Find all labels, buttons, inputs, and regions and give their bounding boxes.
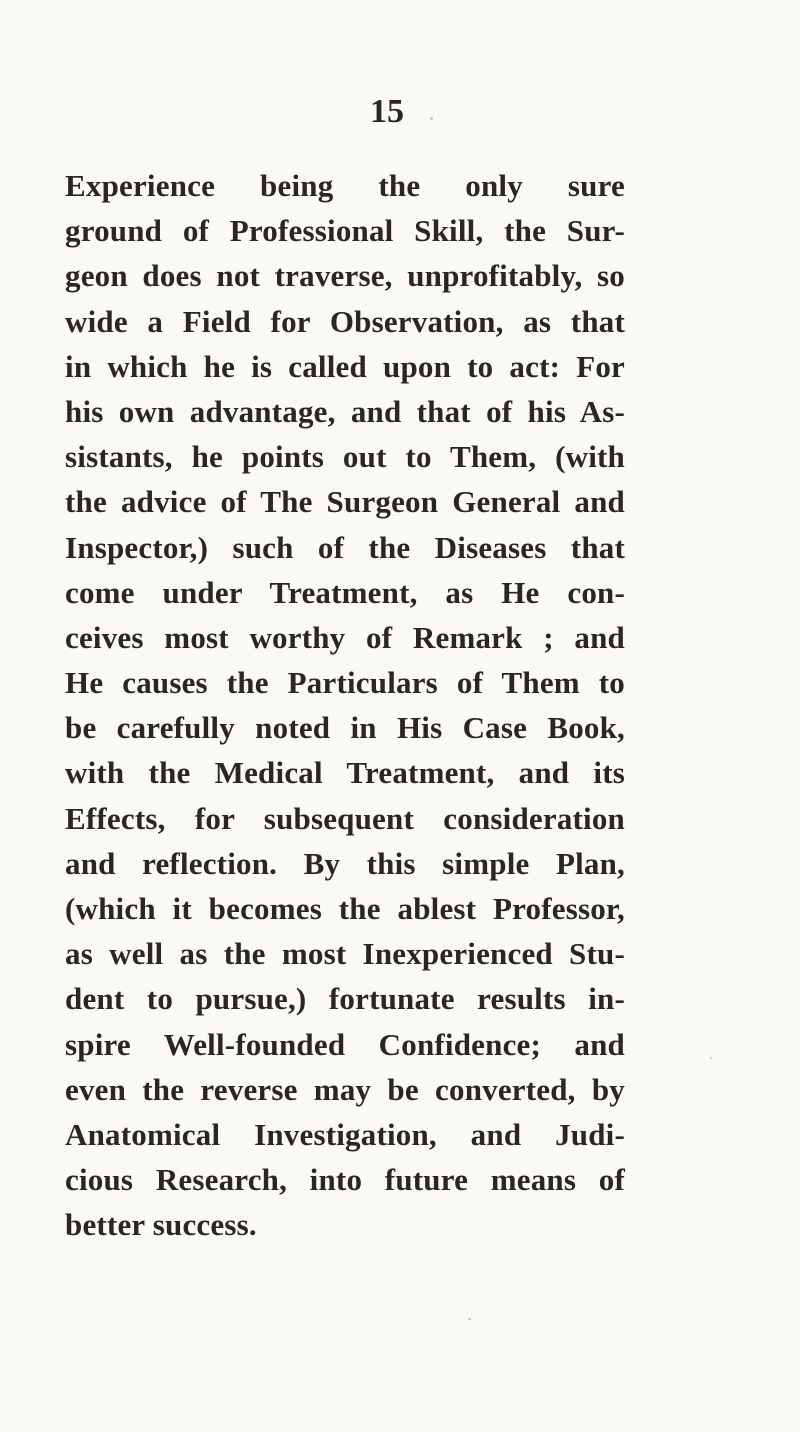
text-line: cious Research, into future means of <box>65 1162 625 1198</box>
paper-speck <box>468 1318 471 1320</box>
text-line: with the Medical Treatment, and its <box>65 755 625 791</box>
text-line: He causes the Particulars of Them to <box>65 665 625 701</box>
text-line: dent to pursue,) fortunate results in- <box>65 981 625 1017</box>
text-line: (which it becomes the ablest Professor, <box>65 891 625 926</box>
paper-speck <box>710 1057 712 1059</box>
text-line: be carefully noted in His Case Book, <box>65 710 625 746</box>
text-line: sistants, he points out to Them, (with <box>65 439 625 475</box>
text-line: spire Well-founded Confidence; and <box>65 1026 625 1062</box>
text-line: better success. <box>65 1207 257 1243</box>
text-line: his own advantage, and that of his As- <box>65 393 625 429</box>
text-line: ceives most worthy of Remark ; and <box>65 619 625 655</box>
text-line: and reflection. By this simple Plan, <box>65 845 625 881</box>
text-line: in which he is called upon to act: For <box>65 348 625 384</box>
text-line: come under Treatment, as He con- <box>65 574 625 610</box>
paper-speck <box>430 117 433 120</box>
text-line: even the reverse may be converted, by <box>65 1071 625 1107</box>
text-line: wide a Field for Observation, as that <box>65 303 625 339</box>
text-line: Inspector,) such of the Diseases that <box>65 529 625 565</box>
text-line: ground of Professional Skill, the Sur- <box>65 213 625 249</box>
text-line: as well as the most Inexperienced Stu- <box>65 936 625 972</box>
text-line: Experience being the only sure <box>65 168 625 203</box>
text-line: Anatomical Investigation, and Judi- <box>65 1116 625 1152</box>
text-line: the advice of The Surgeon General and <box>65 484 625 520</box>
page-number: 15 <box>370 93 404 130</box>
text-line: geon does not traverse, unprofitably, so <box>65 258 625 294</box>
body-paragraph <box>65 163 625 1248</box>
text-line: Effects, for subsequent consideration <box>65 800 625 836</box>
